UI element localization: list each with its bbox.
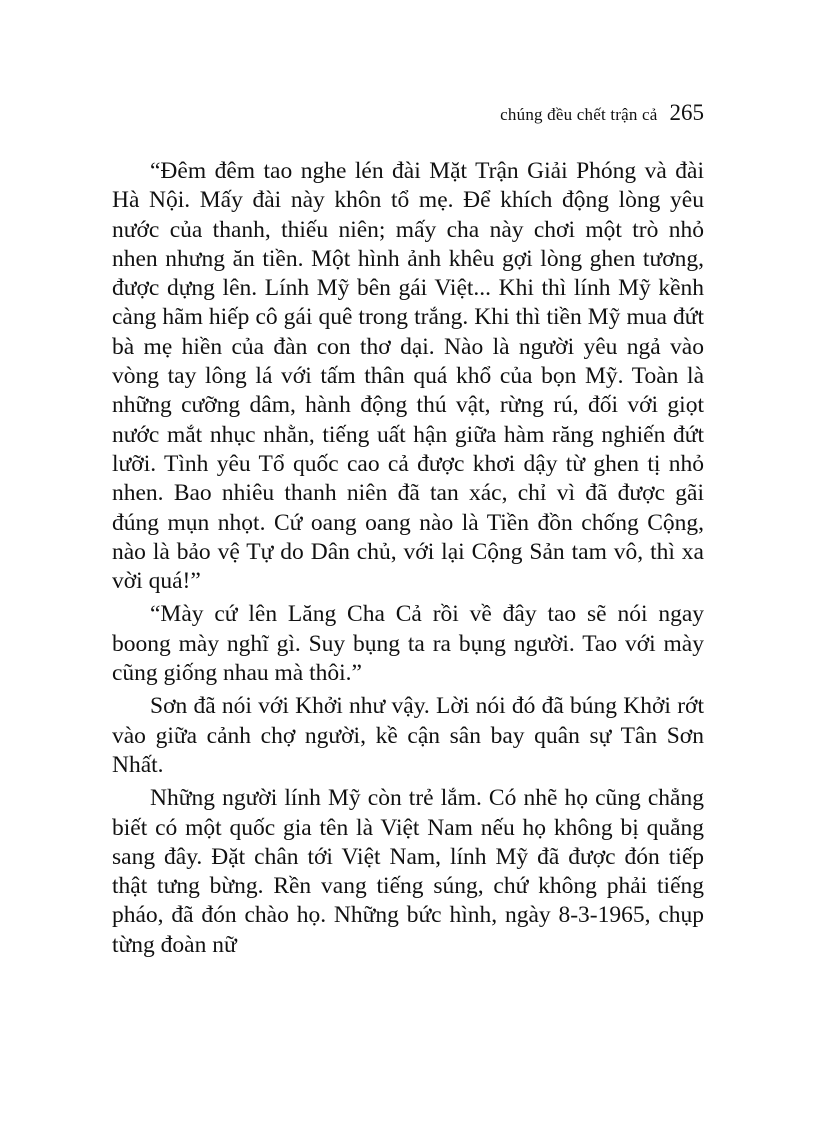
paragraph-4: Những người lính Mỹ còn trẻ lắm. Có nhẽ họ cũng chẳng biết có một quốc gia tên là Việt Nam nếu họ không bị quẳng sang đây. Đặt chân tới Việt Nam, lính Mỹ đã được đón tiếp thật tưng bừng. Rền vang tiếng súng, chứ không phải tiếng pháo, đã đón chào họ. Những bức hình, ngày 8-3-1965, chụp từng đoàn nữ	[112, 785, 704, 958]
body-text	[112, 157, 704, 964]
running-header	[112, 100, 704, 126]
paragraph-2: “Mày cứ lên Lăng Cha Cả rồi về đây tao sẽ nói ngay boong mày nghĩ gì. Suy bụng ta ra bụng người. Tao với mày cũng giống nhau mà thôi.”	[112, 601, 704, 687]
running-title: chúng đều chết trận cả	[500, 105, 658, 124]
paragraph-1: “Đêm đêm tao nghe lén đài Mặt Trận Giải Phóng và đài Hà Nội. Mấy đài này khôn tổ mẹ. Để khích động lòng yêu nước của thanh, thiếu niên; mấy cha này chơi một trò nhỏ nhen nhưng ăn tiền. Một hình ảnh khêu gợi lòng ghen tương, được dựng lên. Lính Mỹ bên gái Việt... Khi thì lính Mỹ kềnh càng hãm hiếp cô gái quê trong trắng. Khi thì tiền Mỹ mua đứt bà mẹ hiền của đàn con thơ dại. Nào là người yêu ngả vào vòng tay lông lá với tấm thân quá khổ của bọn Mỹ. Toàn là những cưỡng dâm, hành động thú vật, rừng rú, đối với giọt nước mắt nhục nhằn, tiếng uất hận giữa hàm răng nghiến đứt lưỡi. Tình yêu Tổ quốc cao cả được khơi dậy từ ghen tị nhỏ nhen. Bao nhiêu thanh niên đã tan xác, chỉ vì đã được gãi đúng mụn nhọt. Cứ oang oang nào là Tiền đồn chống Cộng, nào là bảo vệ Tự do Dân chủ, với lại Cộng Sản tam vô, thì xa vời quá!”	[112, 158, 704, 595]
paragraph-3: Sơn đã nói với Khởi như vậy. Lời nói đó đã búng Khởi rớt vào giữa cảnh chợ người, kề cận sân bay quân sự Tân Sơn Nhất.	[112, 693, 704, 778]
page-number: 265	[669, 100, 704, 125]
